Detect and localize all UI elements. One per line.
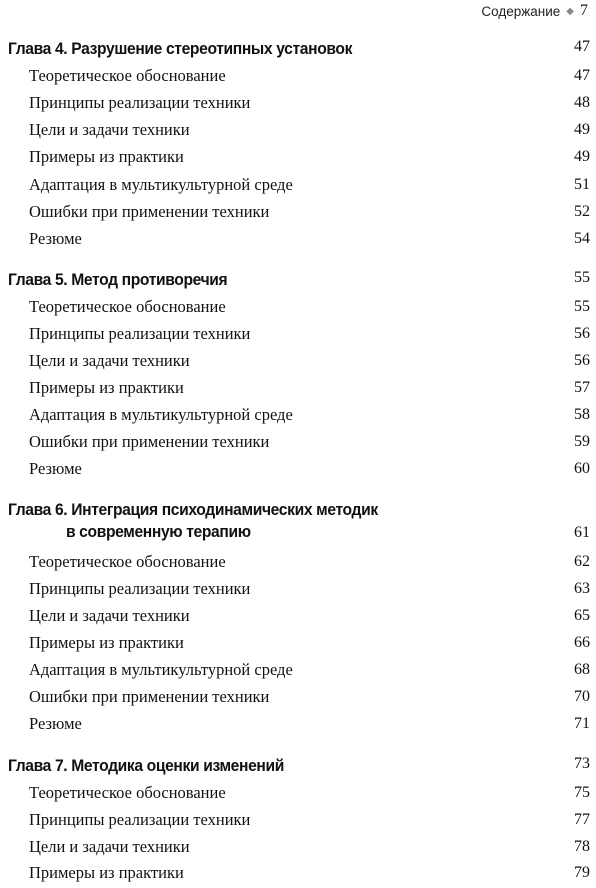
section-entry[interactable] [29,228,590,250]
section-page: 56 [574,325,590,342]
section-title: Принципы реализации техники [29,93,251,112]
section-page: 78 [574,838,590,855]
section-page: 70 [574,688,590,705]
chapter-heading[interactable] [8,269,590,291]
chapter-title-line1: Глава 6. Интеграция психодинамических методик [8,500,378,519]
section-page: 56 [574,352,590,369]
section-page: 49 [574,121,590,138]
diamond-icon: ◆ [566,5,574,17]
section-entry[interactable] [29,686,590,708]
section-page: 58 [574,406,590,423]
section-title: Адаптация в мультикультурной среде [29,175,293,194]
section-title: Теоретическое обоснование [29,297,226,316]
section-entry[interactable] [29,323,590,345]
section-entry[interactable] [29,809,590,831]
section-entry[interactable] [29,551,590,573]
section-title: Примеры из практики [29,147,184,166]
section-title: Теоретическое обоснование [29,552,226,571]
running-head-section: Содержание [481,3,561,19]
chapter-page: 55 [574,269,590,286]
section-title: Ошибки при применении техники [29,202,270,221]
section-page: 68 [574,661,590,678]
section-page: 62 [574,553,590,570]
section-page: 63 [574,580,590,597]
section-title: Примеры из практики [29,633,184,652]
section-title: Теоретическое обоснование [29,783,226,802]
section-page: 59 [574,433,590,450]
section-page: 79 [574,864,590,881]
section-entry[interactable] [29,431,590,453]
section-entry[interactable] [29,578,590,600]
section-entry[interactable] [29,296,590,318]
section-entry[interactable] [29,659,590,681]
section-title: Теоретическое обоснование [29,66,226,85]
section-title: Цели и задачи техники [29,606,190,625]
section-page: 47 [574,67,590,84]
section-title: Принципы реализации техники [29,810,251,829]
page-number: 7 [580,2,588,19]
section-page: 71 [574,715,590,732]
section-entry[interactable] [29,65,590,87]
section-page: 52 [574,203,590,220]
chapter-title [8,755,543,777]
section-entry[interactable] [29,146,590,168]
chapter-page: 73 [574,755,590,772]
section-title: Адаптация в мультикультурной среде [29,660,293,679]
chapter-title [8,499,543,543]
section-entry[interactable] [29,404,590,426]
chapter-title [8,38,543,60]
section-entry[interactable] [29,174,590,196]
section-page: 66 [574,634,590,651]
section-entry[interactable] [29,201,590,223]
section-page: 57 [574,379,590,396]
chapter-page: 61 [574,524,590,541]
section-title: Примеры из практики [29,378,184,397]
chapter-title-line1: Глава 7. Методика оценки изменений [8,756,284,775]
section-entry[interactable] [29,119,590,141]
section-entry[interactable] [29,713,590,735]
chapter-title [8,269,543,291]
section-title: Резюме [29,229,82,248]
section-entry[interactable] [29,458,590,480]
section-page: 51 [574,176,590,193]
section-title: Резюме [29,459,82,478]
section-entry[interactable] [29,862,590,884]
chapter-title-line1: Глава 5. Метод противоречия [8,270,228,289]
section-page: 65 [574,607,590,624]
section-entry[interactable] [29,632,590,654]
section-title: Цели и задачи техники [29,351,190,370]
section-page: 60 [574,460,590,477]
chapter-heading[interactable] [8,38,590,60]
chapter-heading[interactable] [8,499,590,543]
chapter-title-line1: Глава 4. Разрушение стереотипных установок [8,39,353,58]
section-title: Адаптация в мультикультурной среде [29,405,293,424]
section-title: Принципы реализации техники [29,579,251,598]
section-page: 48 [574,94,590,111]
chapter-title-line2: в современную терапию [65,522,251,541]
section-entry[interactable] [29,350,590,372]
chapter-page: 47 [574,38,590,55]
section-title: Ошибки при применении техники [29,687,270,706]
section-page: 55 [574,298,590,315]
section-title: Ошибки при применении техники [29,432,270,451]
section-page: 49 [574,148,590,165]
section-entry[interactable] [29,605,590,627]
section-entry[interactable] [29,92,590,114]
section-title: Примеры из практики [29,863,184,882]
chapter-heading[interactable] [8,755,590,777]
section-entry[interactable] [29,782,590,804]
section-title: Цели и задачи техники [29,837,190,856]
section-title: Принципы реализации техники [29,324,251,343]
section-page: 75 [574,784,590,801]
section-title: Цели и задачи техники [29,120,190,139]
section-page: 77 [574,811,590,828]
section-entry[interactable] [29,377,590,399]
section-title: Резюме [29,714,82,733]
section-entry[interactable] [29,836,590,858]
section-page: 54 [574,230,590,247]
running-head [481,2,588,20]
